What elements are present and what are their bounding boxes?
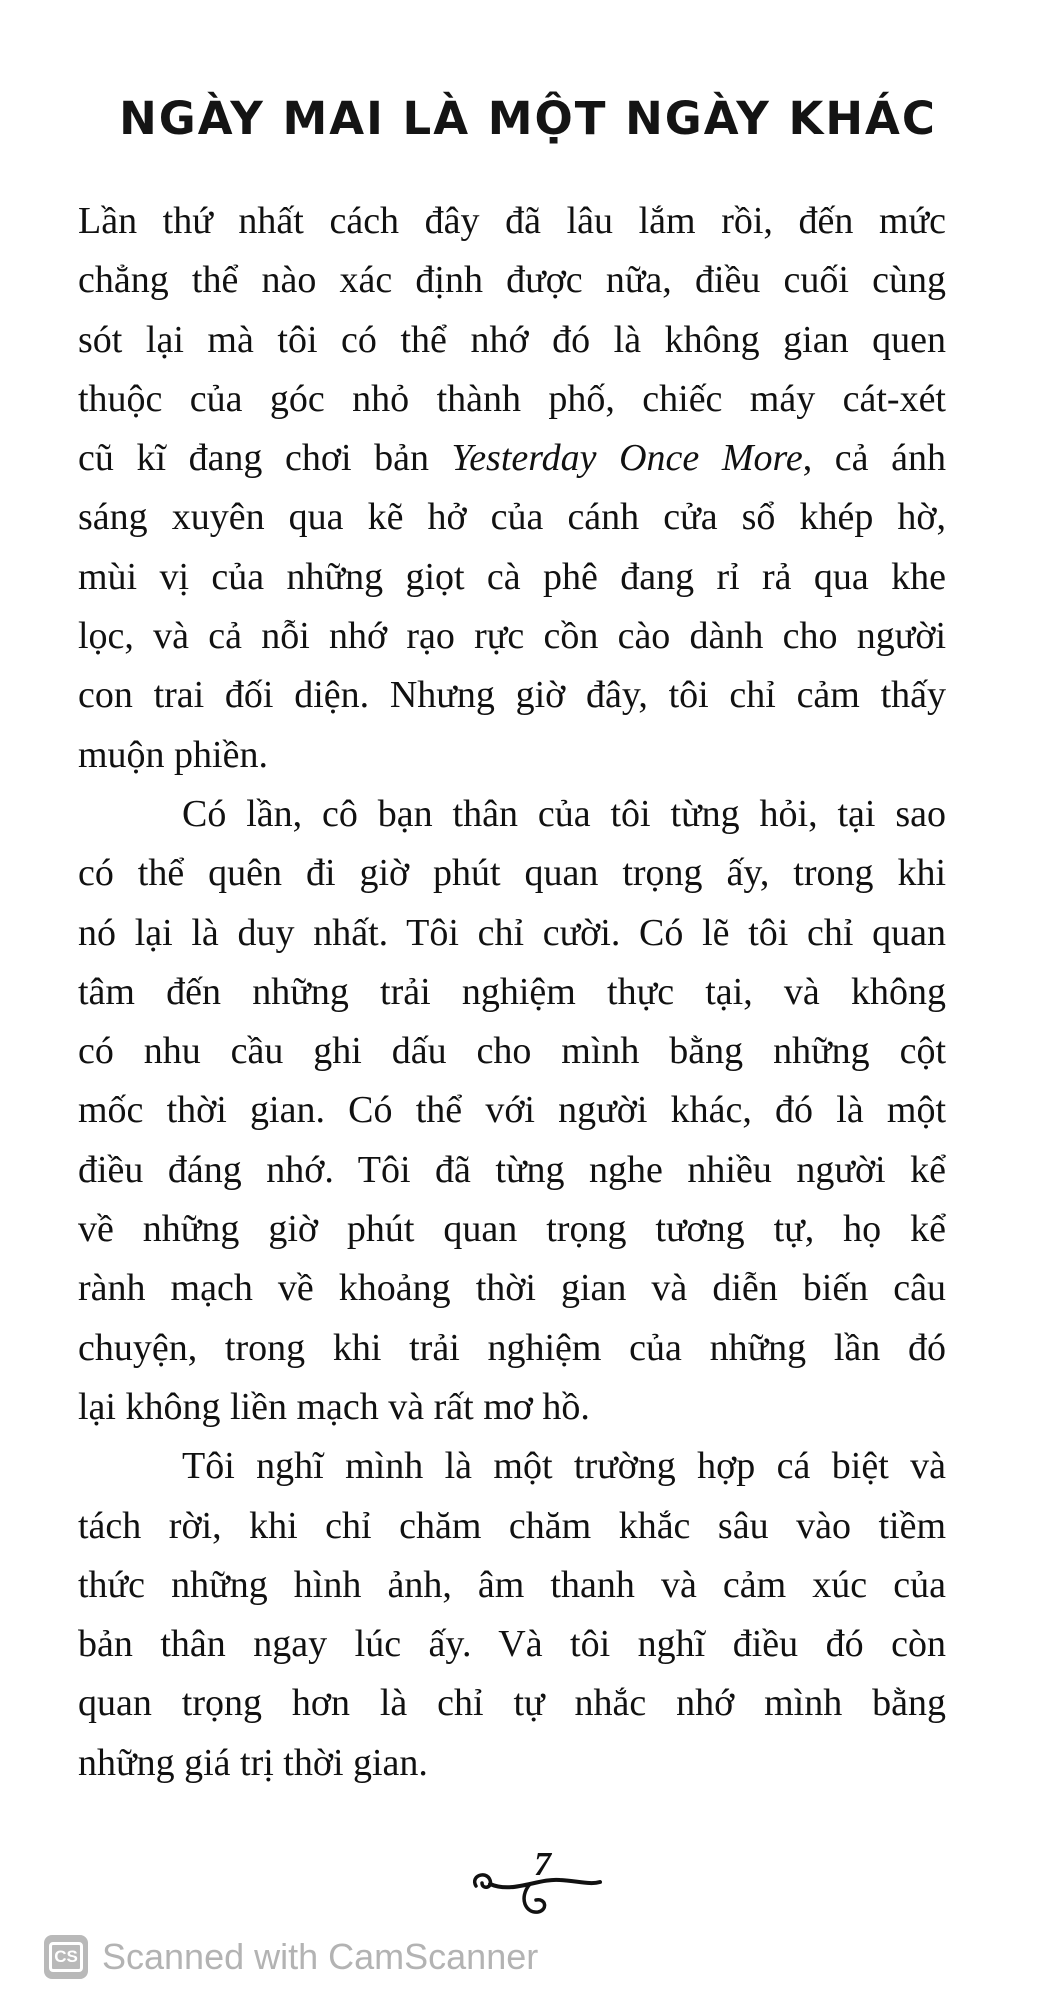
text-line: lại không liền mạch và rất mơ hồ. — [78, 1385, 590, 1428]
text-line: chuyện, trong khi trải nghiệm của những lần đó — [78, 1326, 946, 1369]
text-line: Có lần, cô bạn thân của tôi từng hỏi, tại sao — [182, 792, 946, 835]
text-line: chẳng thể nào xác định được nữa, điều cuối cùng — [78, 259, 946, 302]
text-line: có nhu cầu ghi dấu cho mình bằng những cột — [78, 1030, 946, 1073]
text-segment: , cả ánh — [802, 437, 946, 480]
text-line: muộn phiền. — [78, 733, 268, 776]
body-text — [78, 192, 946, 1793]
text-line: những giá trị thời gian. — [78, 1741, 428, 1784]
text-line: rành mạch về khoảng thời gian và diễn biến câu — [78, 1267, 946, 1310]
text-line: có thể quên đi giờ phút quan trọng ấy, trong khi — [78, 852, 946, 895]
text-segment: cũ kĩ đang chơi bản — [78, 437, 452, 480]
paragraph-2 — [78, 785, 946, 1437]
text-line: quan trọng hơn là chỉ tự nhắc nhớ mình bằng — [78, 1682, 946, 1725]
camscanner-logo-text: CS — [49, 1942, 83, 1972]
text-line: thức những hình ảnh, âm thanh và cảm xúc của — [78, 1563, 946, 1606]
text-line: sót lại mà tôi có thể nhớ đó là không gian quen — [78, 318, 946, 361]
text-line: Tôi nghĩ mình là một trường hợp cá biệt và — [182, 1445, 946, 1488]
page-number: 7 — [534, 1846, 551, 1883]
camscanner-logo-icon — [44, 1935, 88, 1979]
song-title: Yesterday Once More — [451, 437, 803, 480]
chapter-title: NGÀY MAI LÀ MỘT NGÀY KHÁC — [119, 92, 937, 145]
text-line — [78, 429, 946, 488]
text-line: nó lại là duy nhất. Tôi chỉ cười. Có lẽ tôi chỉ quan — [78, 911, 946, 954]
text-line: tâm đến những trải nghiệm thực tại, và không — [78, 970, 946, 1013]
text-line: bản thân ngay lúc ấy. Và tôi nghĩ điều đó còn — [78, 1623, 946, 1666]
watermark-text: Scanned with CamScanner — [102, 1936, 539, 1977]
text-line: sáng xuyên qua kẽ hở của cánh cửa sổ khép hờ, — [78, 496, 946, 539]
text-line: lọc, và cả nỗi nhớ rạo rực cồn cào dành cho người — [78, 615, 946, 658]
paragraph-1 — [78, 192, 946, 785]
paragraph-3 — [78, 1437, 946, 1793]
text-line: thuộc của góc nhỏ thành phố, chiếc máy cát-xét — [78, 377, 946, 420]
camscanner-watermark — [44, 1935, 538, 1979]
text-line: tách rời, khi chỉ chăm chăm khắc sâu vào tiềm — [78, 1504, 946, 1547]
text-line: mùi vị của những giọt cà phê đang rỉ rả qua khe — [78, 555, 946, 598]
text-line: điều đáng nhớ. Tôi đã từng nghe nhiều người kể — [78, 1148, 946, 1191]
text-line: Lần thứ nhất cách đây đã lâu lắm rồi, đến mức — [78, 200, 946, 242]
text-line: về những giờ phút quan trọng tương tự, họ kể — [78, 1208, 946, 1251]
text-line: mốc thời gian. Có thể với người khác, đó là một — [78, 1089, 946, 1132]
text-line: con trai đối diện. Nhưng giờ đây, tôi chỉ cảm thấy — [78, 674, 946, 717]
